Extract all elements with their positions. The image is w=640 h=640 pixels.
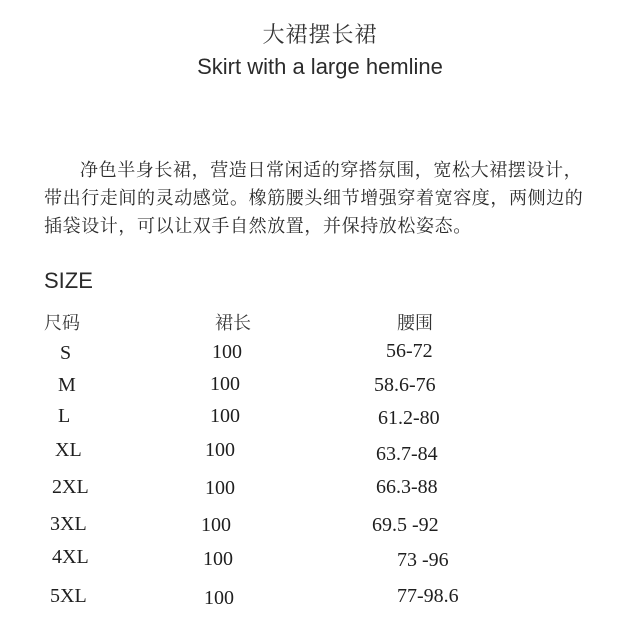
row-l-waist: 61.2-80 <box>378 407 440 429</box>
row-2xl-waist: 66.3-88 <box>376 476 438 498</box>
title-chinese: 大裙摆长裙 <box>262 23 378 48</box>
header-waist: 腰围 <box>397 313 433 334</box>
row-2xl-length: 100 <box>205 477 235 499</box>
row-3xl-length: 100 <box>201 514 231 536</box>
row-5xl-waist: 77-98.6 <box>397 585 459 607</box>
row-s-length: 100 <box>212 341 242 363</box>
row-m-length: 100 <box>210 373 240 395</box>
row-s-waist: 56-72 <box>386 340 433 362</box>
row-4xl-size: 4XL <box>52 546 89 568</box>
row-l-size: L <box>58 405 71 427</box>
row-4xl-waist: 73 -96 <box>397 549 449 571</box>
row-xl-length: 100 <box>205 439 235 461</box>
row-xl-size: XL <box>55 439 82 461</box>
size-heading: SIZE <box>44 268 93 293</box>
row-l-length: 100 <box>210 405 240 427</box>
row-xl-waist: 63.7-84 <box>376 443 438 465</box>
row-m-waist: 58.6-76 <box>374 374 436 396</box>
header-size: 尺码 <box>44 313 80 334</box>
title-english: Skirt with a large hemline <box>197 54 443 79</box>
row-s-size: S <box>60 342 72 364</box>
header-length: 裙长 <box>215 313 251 334</box>
row-2xl-size: 2XL <box>52 476 89 498</box>
row-4xl-length: 100 <box>203 548 233 570</box>
row-m-size: M <box>58 374 76 396</box>
row-5xl-size: 5XL <box>50 585 87 607</box>
product-description: 净色半身长裙，营造日常闲适的穿搭氛围，宽松大裙摆设计，带出行走间的灵动感觉。橡筋腰头细节增强穿着宽容度，两侧边的插袋设计，可以让双手自然放置，并保持放松姿态。 <box>44 160 584 237</box>
row-5xl-length: 100 <box>204 587 234 609</box>
row-3xl-size: 3XL <box>50 513 87 535</box>
row-3xl-waist: 69.5 -92 <box>372 514 439 536</box>
